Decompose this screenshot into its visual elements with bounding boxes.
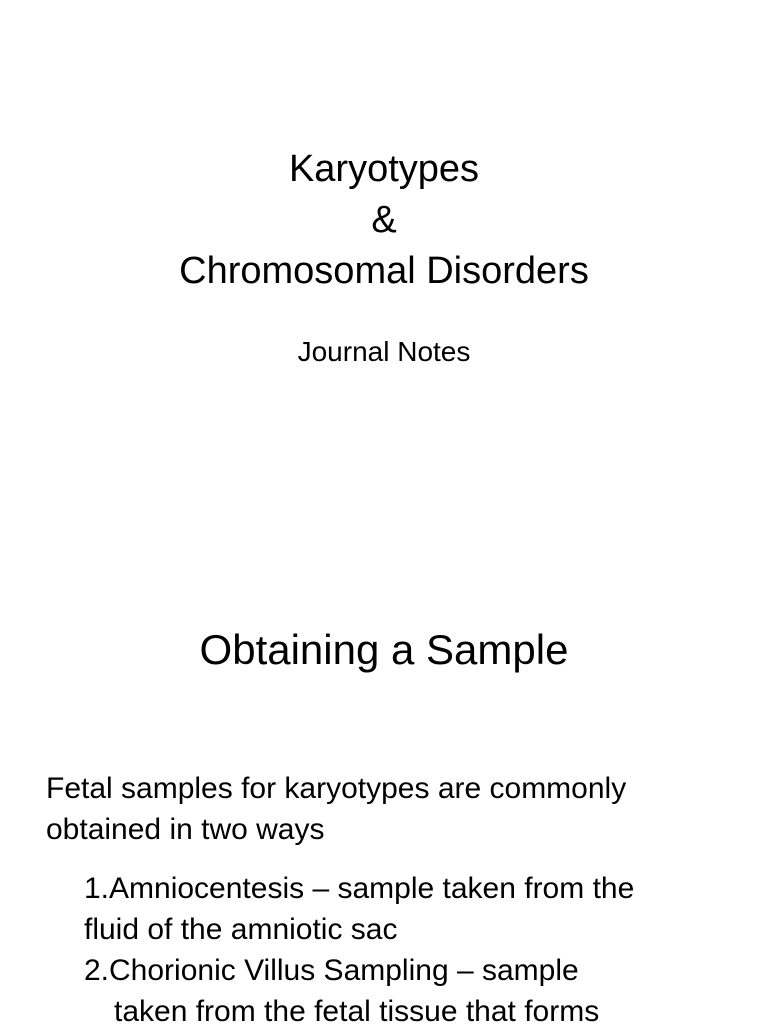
method-amniocentesis <box>84 868 752 950</box>
title-line-ampersand: & <box>371 199 397 241</box>
intro-line: Fetal samples for karyotypes are commonly <box>46 772 627 805</box>
slide-title <box>0 144 768 297</box>
intro-line: obtained in two ways <box>46 813 325 846</box>
title-line-chromosomal-disorders: Chromosomal Disorders <box>179 250 589 292</box>
title-line-karyotypes: Karyotypes <box>288 148 480 190</box>
intro-paragraph <box>46 768 746 850</box>
sampling-methods-list <box>84 868 752 1024</box>
method-chorionic-villus-sampling <box>84 950 752 1024</box>
method-text: fluid of the amniotic sac <box>84 913 398 946</box>
method-text: 2.Chorionic Villus Sampling – sample <box>84 954 579 987</box>
method-text: taken from the fetal tissue that forms <box>114 995 600 1024</box>
content-slide <box>0 560 768 1024</box>
slide-subtitle: Journal Notes <box>297 336 471 367</box>
content-slide-title: Obtaining a Sample <box>199 626 569 673</box>
method-text: 1.Amniocentesis – sample taken from the <box>84 872 635 905</box>
